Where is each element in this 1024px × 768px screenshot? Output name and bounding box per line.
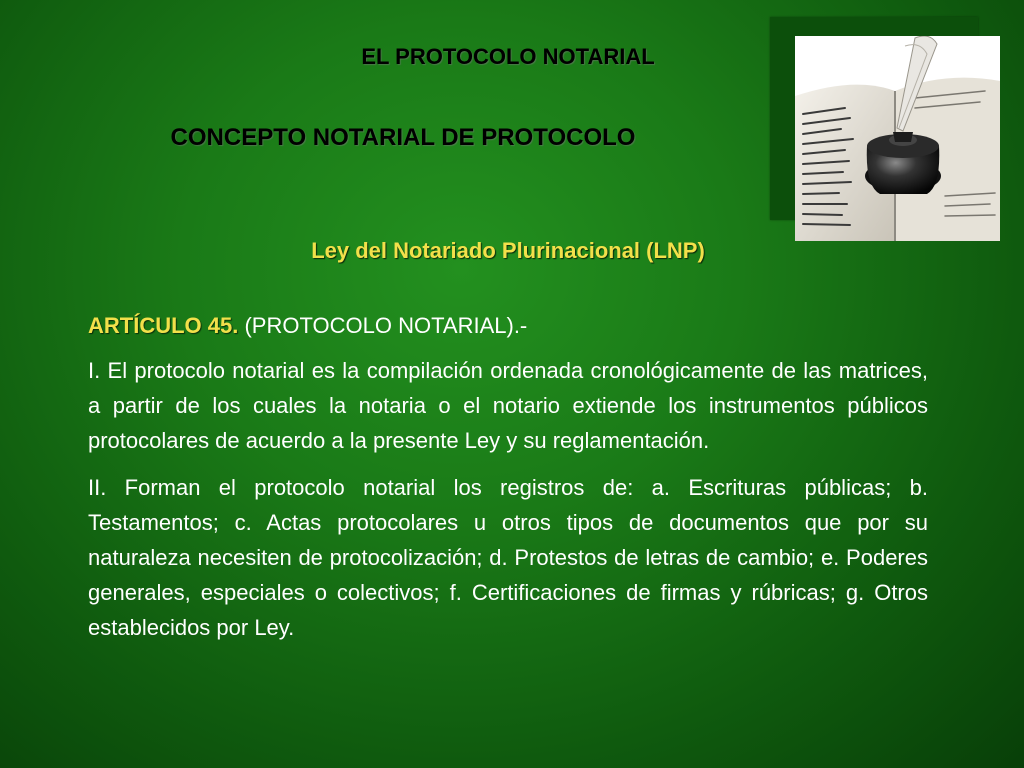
law-title: Ley del Notariado Plurinacional (LNP) [311, 238, 705, 263]
quill-and-inkwell-icon [795, 36, 1000, 241]
article-paragraph: I. El protocolo notarial es la compilación ordenada cronológicamente de las matrices, a partir de los cuales la notaria o el notario extiende los instrumentos públicos protocolares de acuerdo a la presente Ley y su reglamentación. [88, 358, 928, 453]
slide-title: EL PROTOCOLO NOTARIAL [361, 44, 655, 69]
slide-subtitle: CONCEPTO NOTARIAL DE PROTOCOLO [170, 124, 636, 151]
article-body [88, 308, 928, 657]
article-heading-text: (PROTOCOLO NOTARIAL).- [244, 313, 528, 338]
article-label: ARTÍCULO 45. [88, 313, 239, 338]
article-heading [88, 308, 928, 343]
article-paragraph: II. Forman el protocolo notarial los registros de: a. Escrituras públicas; b. Testamentos; c. Actas protocolares u otros tipos de documentos que por su naturaleza necesiten de protocolización; d. Protestos de letras de cambio; e. Poderes generales, especiales o colectivos; f. Certificaciones de firmas y rúbricas; g. Otros establecidos por Ley. [88, 475, 928, 640]
